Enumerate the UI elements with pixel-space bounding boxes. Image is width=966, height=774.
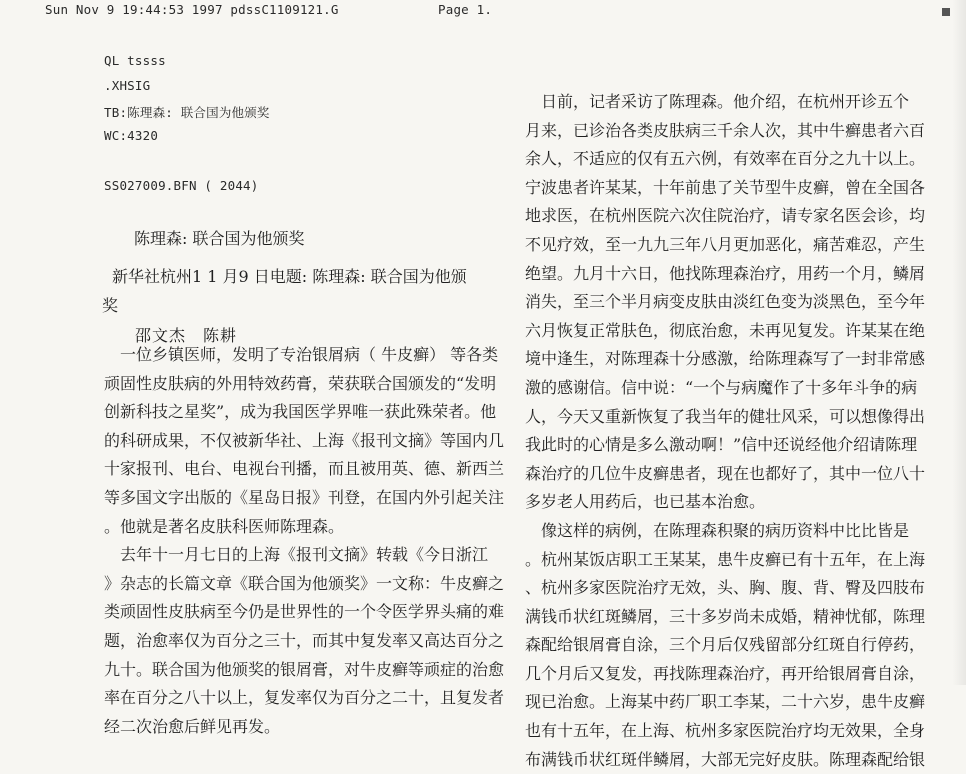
dateline-line-2: 奖 [102,295,119,315]
text-line: 顽固性皮肤病的外用特效药膏，荣获联合国颁发的“发明 [104,373,497,393]
print-timestamp: Sun Nov 9 19:44:53 1997 pdssC1109121.G [45,2,339,17]
text-line: 日前，记者采访了陈理森。他介绍，在杭州开诊五个 [525,92,910,111]
right-column [525,88,937,774]
text-line: 六月恢复正常肤色，彻底治愈，未再见复发。许某某在绝 [525,320,926,340]
page-number: Page 1. [438,2,493,17]
left-column [104,341,516,741]
text-line: 森配给银屑膏自涂，三个月后仅残留部分红斑自行停药， [525,635,926,655]
text-line: 一位乡镇医师，发明了专治银屑病（ 牛皮癣） 等各类 [104,345,499,364]
text-line: 。杭州某饭店职工王某某，患牛皮癣已有十五年，在上海 [525,549,926,569]
meta-bfn: SS027009.BFN ( 2044) [104,178,259,193]
text-line: 月来，已诊治各类皮肤病三千余人次，其中牛癣患者六百 [525,120,926,140]
text-line: 宁波患者许某某，十年前患了关节型牛皮癣，曾在全国各 [525,177,926,197]
text-line: 激的感谢信。信中说：“一个与病魔作了十多年斗争的病 [525,377,918,397]
text-line: 类顽固性皮肤病至今仍是世界性的一个令医学界头痛的难 [104,602,505,622]
text-line: 等多国文字出版的《星岛日报》刊登，在国内外引起关注 [104,487,505,507]
text-line: 多岁老人用药后，也已基本治愈。 [525,492,766,512]
scan-edge-shadow [952,0,966,685]
meta-xhsig: .XHSIG [104,78,151,93]
text-line: 满钱币状红斑鳞屑，三十多岁尚未成婚，精神忧郁，陈理 [525,606,926,626]
text-line: 余人，不适应的仅有五六例，有效率在百分之九十以上。 [525,149,926,169]
text-line: 。他就是著名皮肤科医师陈理森。 [104,516,345,536]
text-line: 九十。联合国为他颁奖的银屑膏，对牛皮癣等顽症的治愈 [104,659,505,679]
meta-wc: WC:4320 [104,128,159,143]
text-line: 地求医，在杭州医院六次住院治疗，请专家名医会诊，均 [525,206,926,226]
text-line: 像这样的病例，在陈理森积聚的病历资料中比比皆是 [525,520,910,540]
authors: 邵文杰 陈耕 [135,326,238,345]
text-line: 人，今天又重新恢复了我当年的健壮风采，可以想像得出 [525,406,926,426]
text-line: 绝望。九月十六日，他找陈理森治疗，用药一个月，鳞屑 [525,263,926,283]
text-line: 也有十五年，在上海、杭州多家医院治疗均无效果，全身 [525,721,926,741]
text-line: 几个月后又复发，再找陈理森治疗，再开给银屑膏自涂， [525,663,926,683]
text-line: 现已治愈。上海某中药厂职工李某，二十六岁，患牛皮癣 [525,692,926,712]
meta-tb: TB:陈理森: 联合国为他颁奖 [104,105,270,120]
text-line: 创新科技之星奖”，成为我国医学界唯一获此殊荣者。他 [104,402,497,422]
dateline-line-1: 新华社杭州1 1 月9 日电题: 陈理森: 联合国为他颁 [112,267,467,286]
text-line: 题，治愈率仅为百分之三十，而其中复发率又高达百分之 [104,630,505,650]
text-line: 境中逢生，对陈理森十分感激，给陈理森写了一封非常感 [525,349,926,369]
text-line: 率在百分之八十以上，复发率仅为百分之二十，且复发者 [104,688,505,708]
text-line: 森治疗的几位牛皮癣患者，现在也都好了，其中一位八十 [525,463,926,483]
text-line: 我此时的心情是多么激动啊！”信中还说经他介绍请陈理 [525,435,918,455]
corner-mark [942,8,950,16]
text-line: 的科研成果，不仅被新华社、上海《报刊文摘》等国内几 [104,430,505,450]
meta-ql: QL tssss [104,53,166,68]
text-line: 、杭州多家医院治疗无效，头、胸、腹、背、臀及四肢布 [525,578,926,598]
text-line: 不见疗效，至一九九三年八月更加恶化，痛苦难忍，产生 [525,234,926,254]
text-line: 经二次治愈后鲜见再发。 [104,716,281,736]
text-line: 布满钱币状红斑伴鳞屑，大部无完好皮肤。陈理森配给银 [525,749,926,769]
text-line: 》杂志的长篇文章《联合国为他颁奖》一文称：牛皮癣之 [104,573,505,593]
text-line: 消失，至三个半月病变皮肤由淡红色变为淡黑色，至今年 [525,292,926,312]
article-title: 陈理森: 联合国为他颁奖 [134,229,305,248]
text-line: 去年十一月七日的上海《报刊文摘》转载《今日浙江 [104,545,489,565]
dateline [102,263,524,320]
text-line: 十家报刊、电台、电视台刊播，而且被用英、德、新西兰 [104,459,505,479]
